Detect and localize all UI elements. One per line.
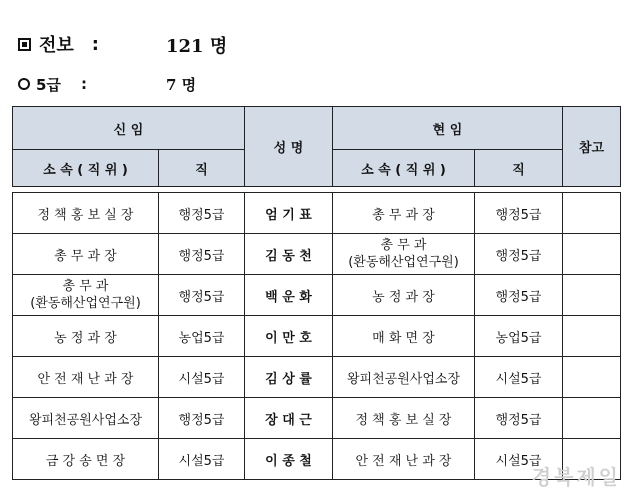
- current-rank: 행정5급: [475, 275, 563, 316]
- current-affiliation: [333, 234, 475, 275]
- current-rank: 행정5급: [475, 193, 563, 234]
- total-label: 전보: [39, 35, 74, 56]
- new-affiliation: 왕피천공원사업소장: [13, 398, 159, 439]
- transfer-table: [12, 106, 621, 480]
- note-cell: [563, 275, 621, 316]
- grade-colon: :: [80, 75, 87, 93]
- new-rank: 농업5급: [159, 316, 245, 357]
- current-rank: 시설5급: [475, 357, 563, 398]
- note-cell: [563, 234, 621, 275]
- header-new-affiliation: 소 속 ( 직 위 ): [13, 150, 159, 187]
- table-row: [13, 357, 621, 398]
- person-name: 이 종 철: [245, 439, 333, 480]
- new-rank: 시설5급: [159, 357, 245, 398]
- person-name: 김 상 률: [245, 357, 333, 398]
- current-affiliation: 농 정 과 장: [333, 275, 475, 316]
- table-row: [13, 439, 621, 480]
- current-rank: 행정5급: [475, 234, 563, 275]
- new-rank: 행정5급: [159, 193, 245, 234]
- current-affiliation: 정 책 홍 보 실 장: [333, 398, 475, 439]
- new-affiliation-line1: 총 무 과: [62, 279, 109, 294]
- current-affiliation: 안 전 재 난 과 장: [333, 439, 475, 480]
- current-affiliation: 총 무 과 장: [333, 193, 475, 234]
- table-row: [13, 193, 621, 234]
- header-new-position: 신 임: [13, 107, 245, 150]
- current-affiliation: 왕피천공원사업소장: [333, 357, 475, 398]
- circle-bullet-icon: [18, 78, 30, 90]
- new-affiliation: [13, 275, 159, 316]
- header-current-position: 현 임: [333, 107, 563, 150]
- note-cell: [563, 398, 621, 439]
- total-transfer-line: [18, 30, 228, 58]
- total-colon: :: [91, 33, 99, 55]
- grade-label: 5급: [36, 75, 61, 94]
- new-rank: 시설5급: [159, 439, 245, 480]
- current-affiliation: 매 화 면 장: [333, 316, 475, 357]
- total-value: 121 명: [166, 36, 228, 57]
- new-affiliation-line2: (환동해산업연구원): [30, 296, 141, 311]
- table-row: [13, 316, 621, 357]
- table-row: [13, 275, 621, 316]
- new-affiliation: 총 무 과 장: [13, 234, 159, 275]
- current-rank: 행정5급: [475, 398, 563, 439]
- current-affiliation-line1: 총 무 과: [380, 238, 427, 253]
- new-rank: 행정5급: [159, 234, 245, 275]
- header-note: 참고: [563, 107, 621, 187]
- person-name: 엄 기 표: [245, 193, 333, 234]
- new-affiliation: 농 정 과 장: [13, 316, 159, 357]
- table-row: [13, 398, 621, 439]
- current-rank: 시설5급: [475, 439, 563, 480]
- person-name: 장 대 근: [245, 398, 333, 439]
- new-affiliation: 금 강 송 면 장: [13, 439, 159, 480]
- current-rank: 농업5급: [475, 316, 563, 357]
- new-affiliation: 안 전 재 난 과 장: [13, 357, 159, 398]
- current-affiliation-line2: (환동해산업연구원): [348, 255, 459, 270]
- person-name: 백 운 화: [245, 275, 333, 316]
- new-rank: 행정5급: [159, 398, 245, 439]
- header-current-affiliation: 소 속 ( 직 위 ): [333, 150, 475, 187]
- new-rank: 행정5급: [159, 275, 245, 316]
- grade-line: [18, 72, 197, 96]
- new-affiliation: 정 책 홍 보 실 장: [13, 193, 159, 234]
- grade-value: 7 명: [166, 76, 197, 94]
- note-cell: [563, 316, 621, 357]
- note-cell: [563, 193, 621, 234]
- table-row: [13, 234, 621, 275]
- watermark: 경북제일: [531, 465, 621, 489]
- person-name: 이 만 호: [245, 316, 333, 357]
- header-name: 성 명: [245, 107, 333, 187]
- square-bullet-icon: [18, 38, 31, 51]
- person-name: 김 동 천: [245, 234, 333, 275]
- header-new-rank: 직: [159, 150, 245, 187]
- note-cell: [563, 357, 621, 398]
- header-current-rank: 직: [475, 150, 563, 187]
